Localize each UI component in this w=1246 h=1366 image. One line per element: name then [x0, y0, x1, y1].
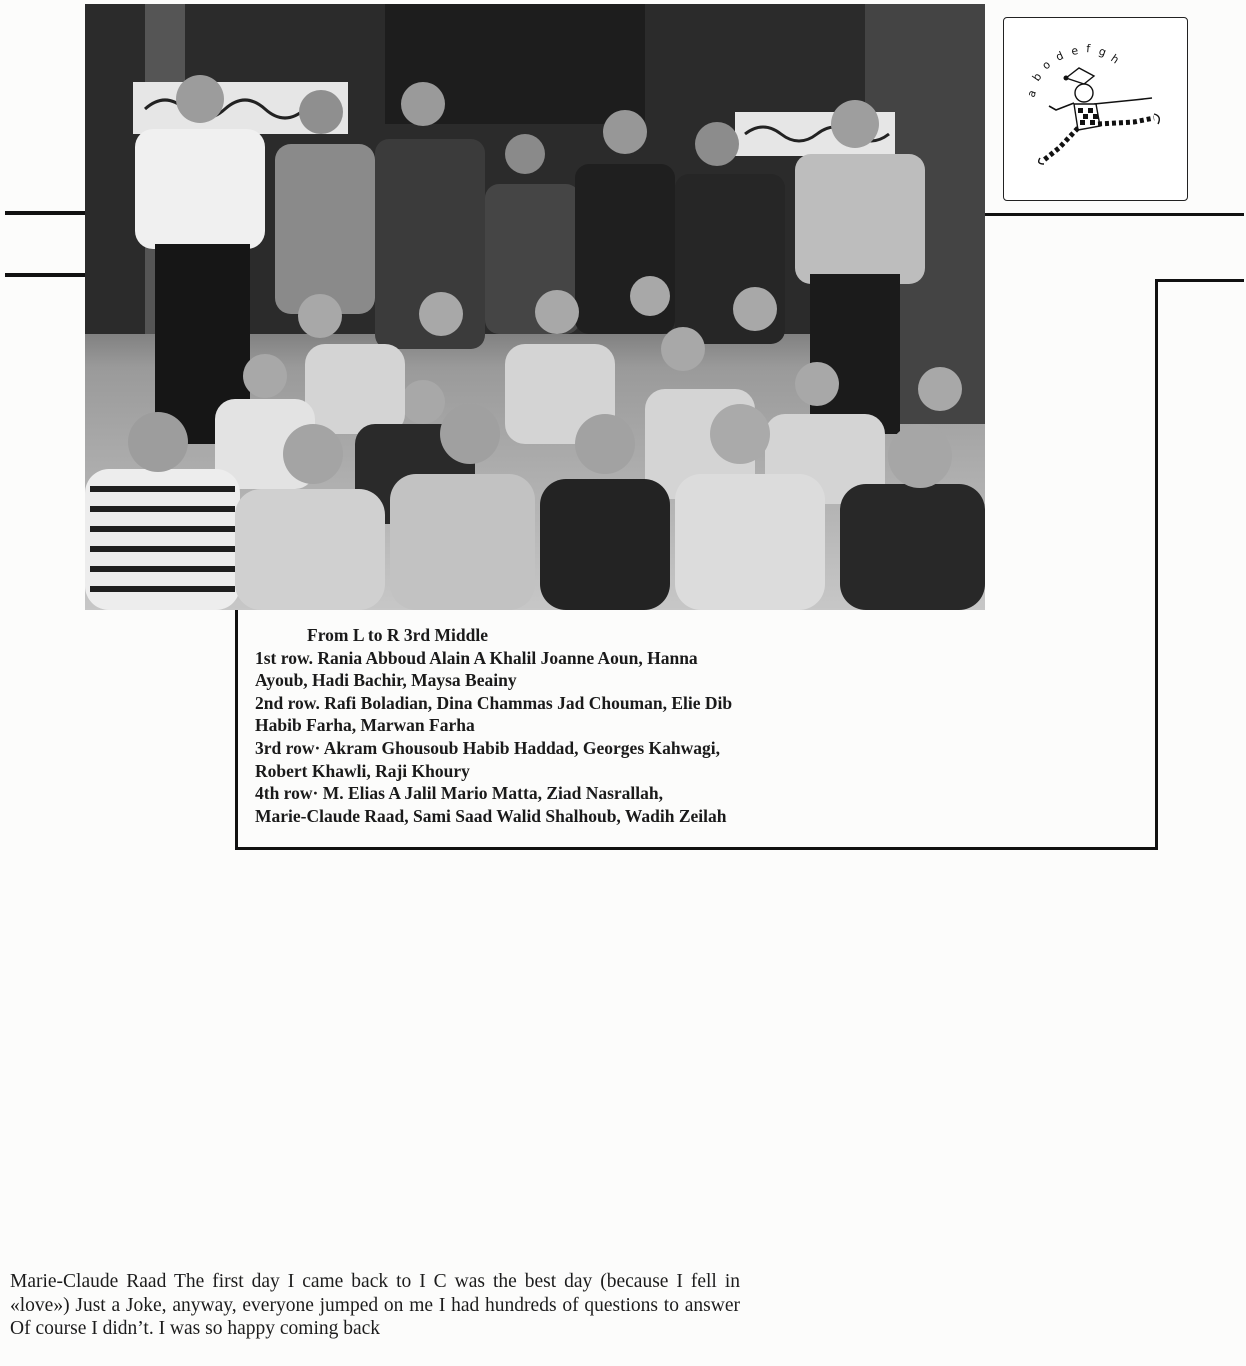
- svg-text:e: e: [1070, 43, 1080, 58]
- jester-logo-box: [1003, 17, 1188, 201]
- left-rule-top: [5, 211, 85, 215]
- caption-line: 4th row· M. Elias A Jalil Mario Matta, Ziad Nasrallah,: [255, 783, 664, 804]
- class-photograph-illustration: [85, 4, 985, 610]
- jester-icon: [1004, 18, 1187, 200]
- caption-heading: From L to R 3rd Middle: [307, 625, 488, 645]
- svg-text:g: g: [1096, 44, 1108, 60]
- left-rule-bottom: [5, 273, 85, 277]
- svg-text:d: d: [1053, 48, 1066, 64]
- class-photograph: [85, 4, 985, 610]
- student-story: Marie-Claude Raad The first day I came back to I C was the best day (because I fell in «love») Just a Joke, anyway, everyone jumped on me I had hundreds of questions to answer Of course I didn’t. I was so happy coming back: [10, 1271, 740, 1339]
- caption-line: Ayoub, Hadi Bachir, Maysa Beainy: [255, 670, 517, 691]
- right-rule-bracket-horizontal: [1155, 279, 1244, 282]
- svg-text:h: h: [1108, 51, 1122, 67]
- right-rule-top: [985, 213, 1244, 216]
- caption-line: Marie-Claude Raad, Sami Saad Walid Shalhoub, Wadih Zeilah: [255, 805, 727, 826]
- caption-line: Robert Khawli, Raji Khoury: [255, 760, 470, 781]
- caption-line: 2nd row. Rafi Boladian, Dina Chammas Jad Chouman, Elie Dib: [255, 692, 733, 713]
- caption-line: Habib Farha, Marwan Farha: [255, 715, 475, 736]
- photo-caption: [255, 624, 895, 827]
- caption-line: 3rd row· Akram Ghousoub Habib Haddad, Georges Kahwagi,: [255, 737, 720, 758]
- svg-text:b: b: [1029, 70, 1045, 84]
- svg-text:f: f: [1085, 42, 1091, 56]
- svg-text:o: o: [1039, 58, 1054, 73]
- caption-line: 1st row. Rania Abboud Alain A Khalil Joanne Aoun, Hanna: [255, 647, 698, 668]
- svg-text:a: a: [1024, 88, 1040, 100]
